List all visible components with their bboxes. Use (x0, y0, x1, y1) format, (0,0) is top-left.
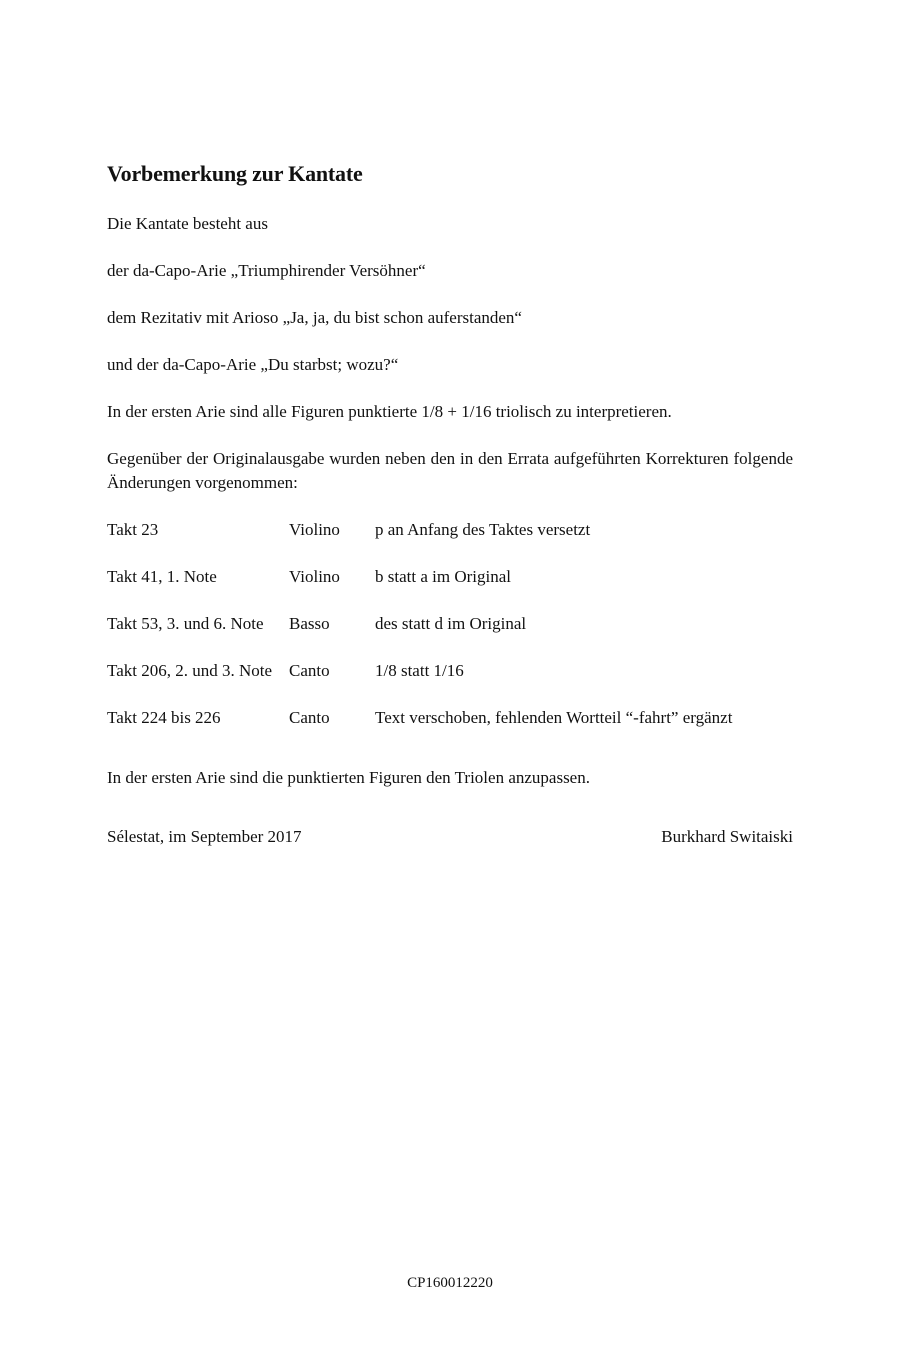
change-description: 1/8 statt 1/16 (375, 661, 464, 680)
triplet-note: In der ersten Arie sind alle Figuren punktierte 1/8 + 1/16 triolisch zu interpretieren. (107, 402, 672, 421)
author-name: Burkhard Switaiski (661, 827, 793, 846)
part-recitative: dem Rezitativ mit Arioso „Ja, ja, du bist schon auferstanden“ (107, 308, 522, 327)
change-takt: Takt 206, 2. und 3. Note (107, 661, 273, 680)
change-row (107, 659, 793, 683)
part-aria-2: und der da-Capo-Arie „Du starbst; wozu?“ (107, 355, 399, 374)
change-takt: Takt 53, 3. und 6. Note (107, 614, 264, 633)
change-row (107, 565, 793, 589)
change-instrument: Basso (289, 614, 330, 633)
document-content (107, 158, 793, 849)
change-description: Text verschoben, fehlenden Wortteil “-fahrt” ergänzt (375, 708, 733, 727)
change-instrument: Violino (289, 567, 340, 586)
changes-table (107, 518, 793, 730)
change-row (107, 518, 793, 542)
closing-note: In der ersten Arie sind die punktierten Figuren den Triolen anzupassen. (107, 768, 590, 787)
change-takt: Takt 41, 1. Note (107, 567, 217, 586)
change-description: b statt a im Original (375, 567, 511, 586)
change-instrument: Canto (289, 708, 330, 727)
changes-intro: Gegenüber der Originalausgabe wurden neben den in den Errata aufgeführten Korrekturen folgende Änderungen vorgenommen: (107, 449, 793, 492)
change-instrument: Violino (289, 520, 340, 539)
change-instrument: Canto (289, 661, 330, 680)
change-row (107, 706, 793, 730)
signature-row (107, 825, 793, 849)
change-description: p an Anfang des Taktes versetzt (375, 520, 591, 539)
change-takt: Takt 224 bis 226 (107, 708, 221, 727)
footer-code: CP160012220 (407, 1275, 493, 1291)
change-row (107, 612, 793, 636)
part-aria-1: der da-Capo-Arie „Triumphirender Versöhner“ (107, 261, 426, 280)
document-title: Vorbemerkung zur Kantate (107, 161, 363, 186)
intro-text: Die Kantate besteht aus (107, 214, 268, 233)
change-takt: Takt 23 (107, 520, 159, 539)
change-description: des statt d im Original (375, 614, 527, 633)
place-date: Sélestat, im September 2017 (107, 827, 302, 846)
